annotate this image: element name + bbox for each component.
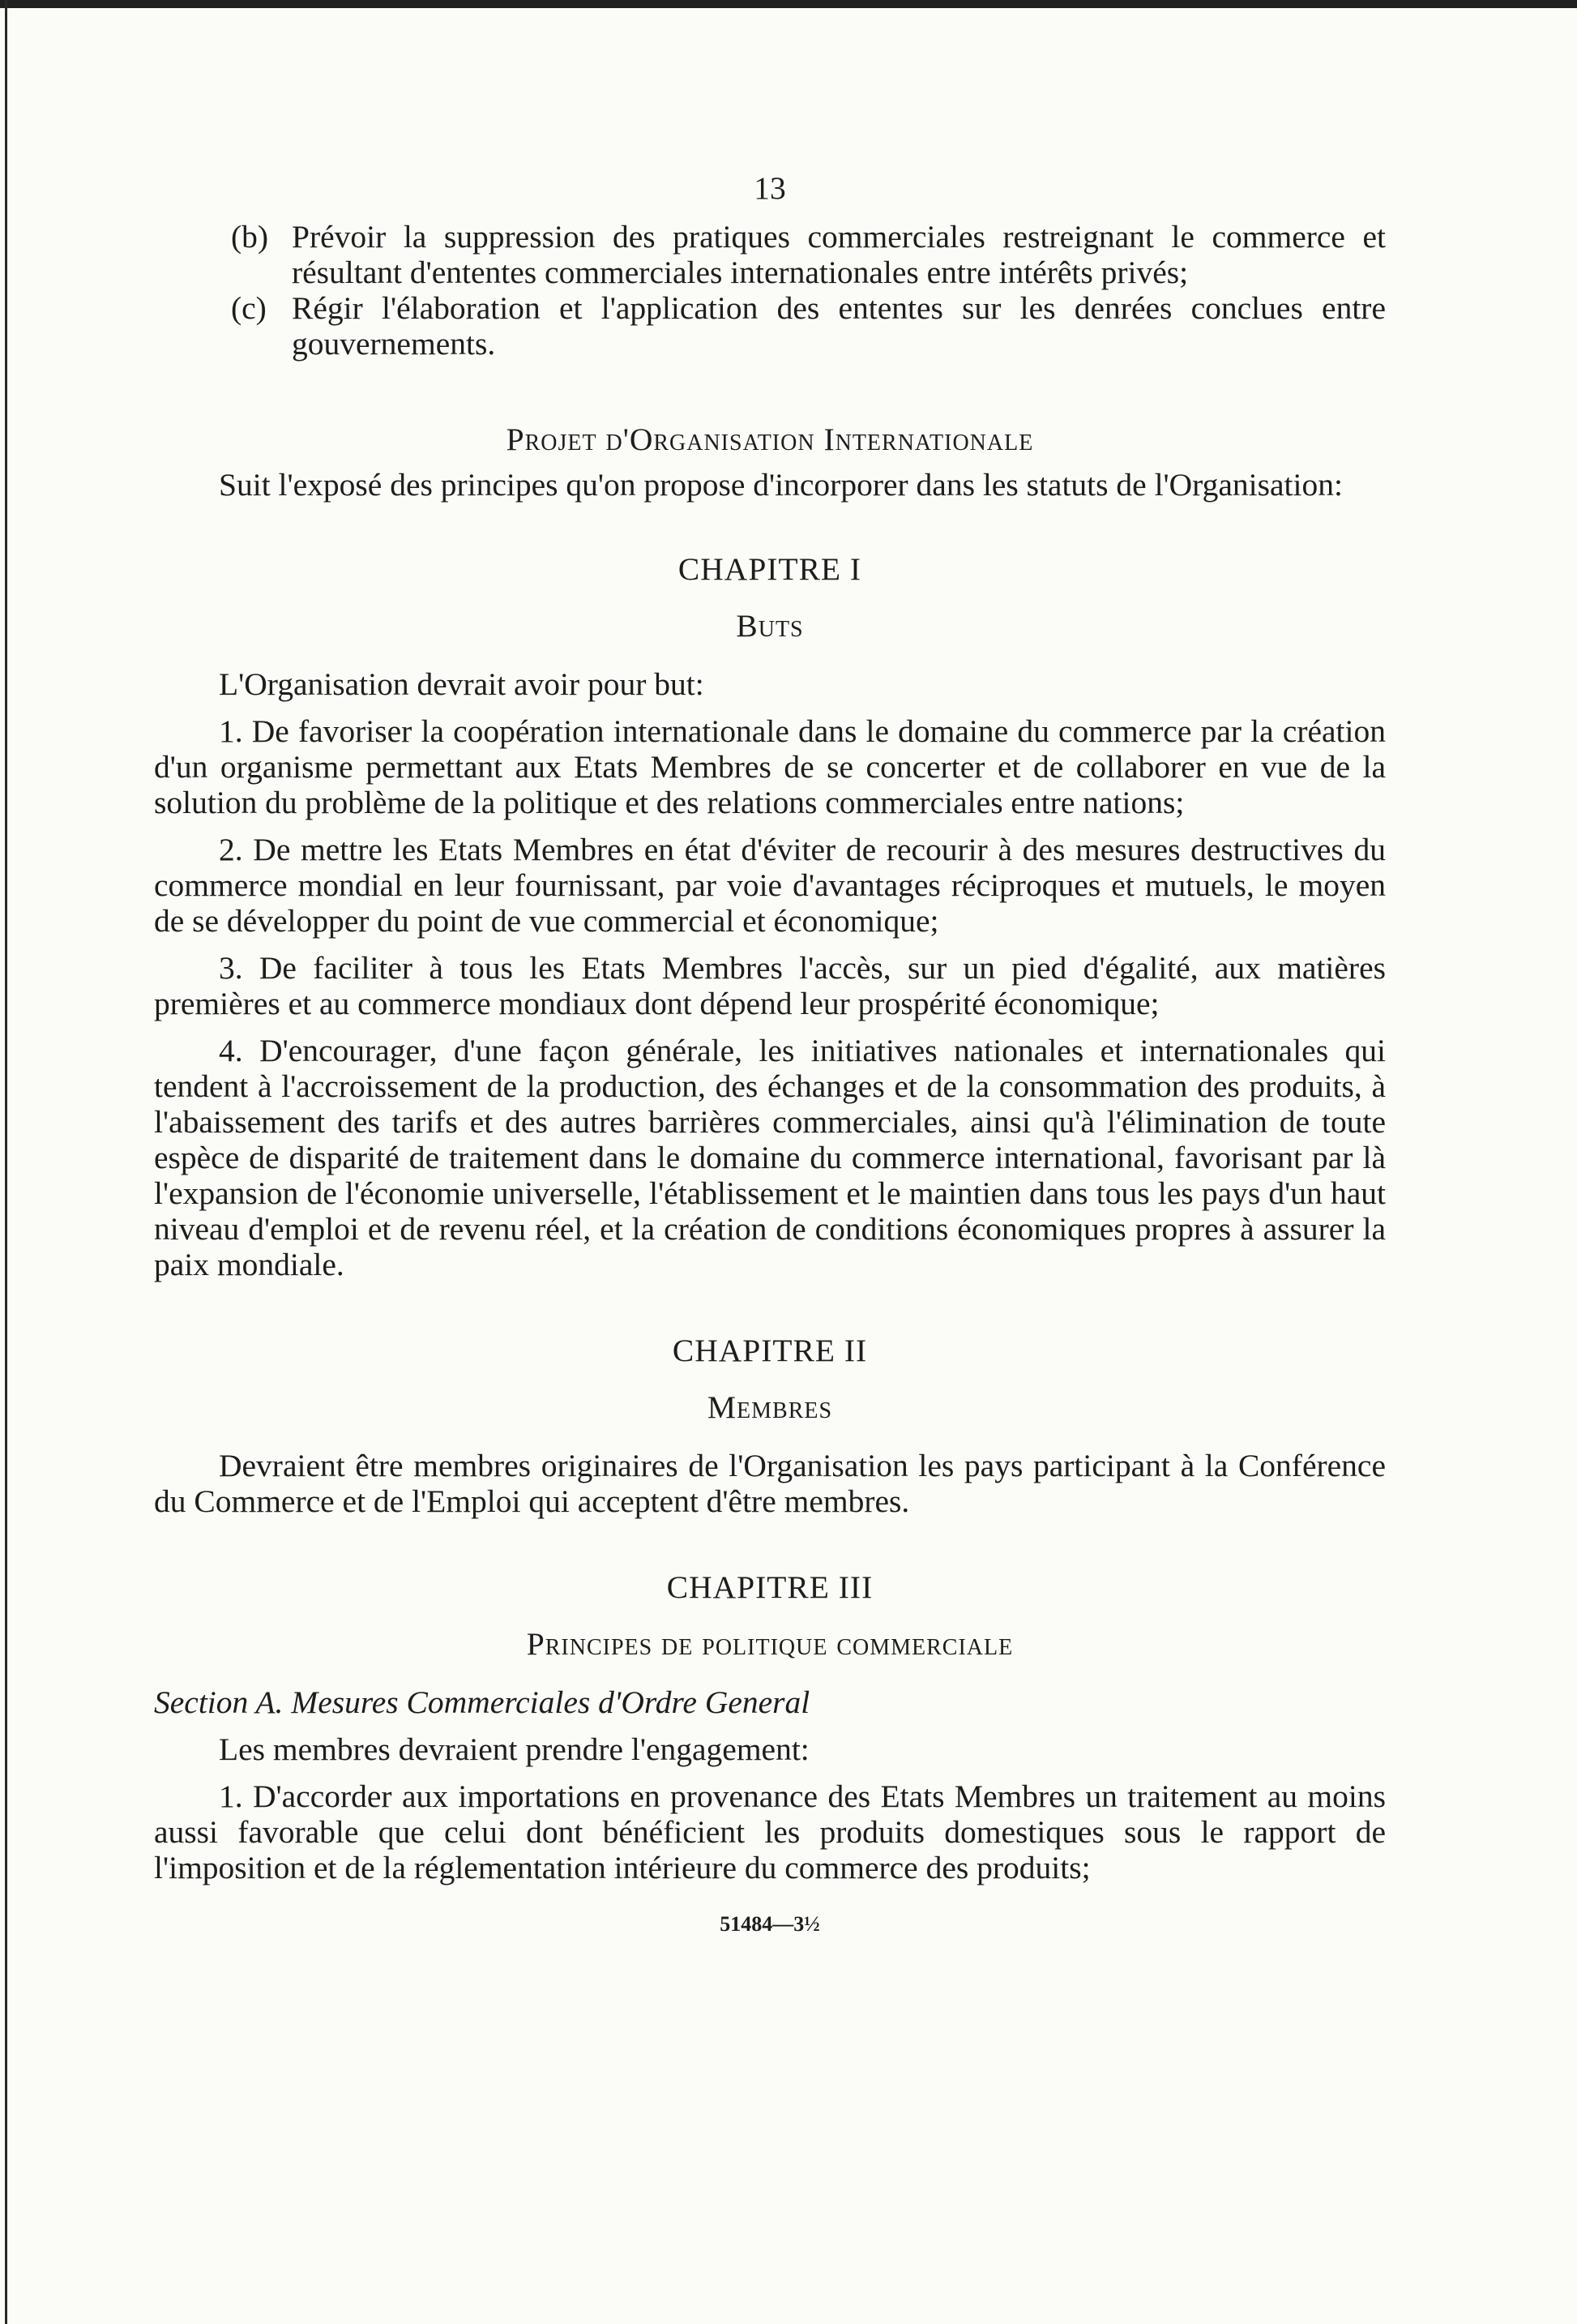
projet-intro: Suit l'exposé des principes qu'on propose d'incorporer dans les statuts de l'Organisation: [219,467,1343,503]
chapter-1-paragraph-2: 2. De mettre les Etats Membres en état d'éviter de recourir à des mesures destructives du commerce mondial en leur fournissant, par voie d'avantages réciproques et mutuels, le moyen de se développer du point de vue commercial et économique; [154,832,1386,939]
left-edge-rule [5,0,7,2324]
chapter-2-paragraph: Devraient être membres originaires de l'Organisation les pays participant à la Conférence du Commerce et de l'Emploi qui acceptent d'être membres. [154,1448,1386,1519]
list-text-b: Prévoir la suppression des pratiques commerciales restreignant le commerce et résultant d'ententes commerciales internationales entre intérêts privés; [292,219,1386,290]
chapter-3-subtitle: Principes de politique commerciale [526,1626,1014,1662]
list-item-c [154,290,1386,362]
chapter-1-paragraph-3: 3. De faciliter à tous les Etats Membres l'accès, sur un pied d'égalité, aux matières premières et au commerce mondiaux dont dépend leur prospérité économique; [154,950,1386,1021]
list-text-c: Régir l'élaboration et l'application des ententes sur les denrées conclues entre gouvernements. [292,290,1386,362]
chapter-3-title: CHAPITRE III [666,1569,874,1605]
chapter-2-title: CHAPITRE II [672,1333,868,1368]
document-page [154,170,1386,1942]
chapter-1-paragraph-1: 1. De favoriser la coopération internationale dans le domaine du commerce par la création d'un organisme permettant aux Etats Membres de se concerter et de collaborer en vue de la solution du problème de la politique et des relations commerciales entre nations; [154,713,1386,820]
chapter-3-intro: Les membres devraient prendre l'engagement: [219,1731,810,1767]
chapter-1-paragraph-4: 4. D'encourager, d'une façon générale, les initiatives nationales et internationales qui tendent à l'accroissement de la production, des échanges et de la consommation des produits, à l'abaissement des tarifs et des autres barrières commerciales, ainsi qu'à l'élimination de toute espèce de disparité de traitement dans le domaine du commerce international, favorisant par là l'expansion de l'économie universelle, l'établissement et le maintien dans tous les pays d'un haut niveau d'emploi et de revenu réel, et la création de conditions économiques propres à assurer la paix mondiale. [154,1033,1386,1282]
chapter-1-subtitle: Buts [736,608,804,644]
list-item-b [154,219,1386,290]
section-a-heading: Section A. Mesures Commerciales d'Ordre General [154,1684,810,1720]
top-edge-rule [0,0,1577,8]
projet-heading: Projet d'Organisation Internationale [506,422,1034,457]
list-marker-b: (b) [231,219,269,255]
page-number: 13 [754,170,786,206]
footer-code: 51484—3½ [720,1912,820,1936]
chapter-1-title: CHAPITRE I [677,551,862,587]
chapter-3-paragraph-1: 1. D'accorder aux importations en provenance des Etats Membres un traitement au moins aussi favorable que celui dont bénéficient les produits domestiques sous le rapport de l'imposition et de la réglementation intérieure du commerce des produits; [154,1778,1386,1885]
chapter-1-intro: L'Organisation devrait avoir pour but: [219,666,704,702]
list-marker-c: (c) [231,290,267,326]
chapter-2-subtitle: Membres [707,1389,833,1425]
